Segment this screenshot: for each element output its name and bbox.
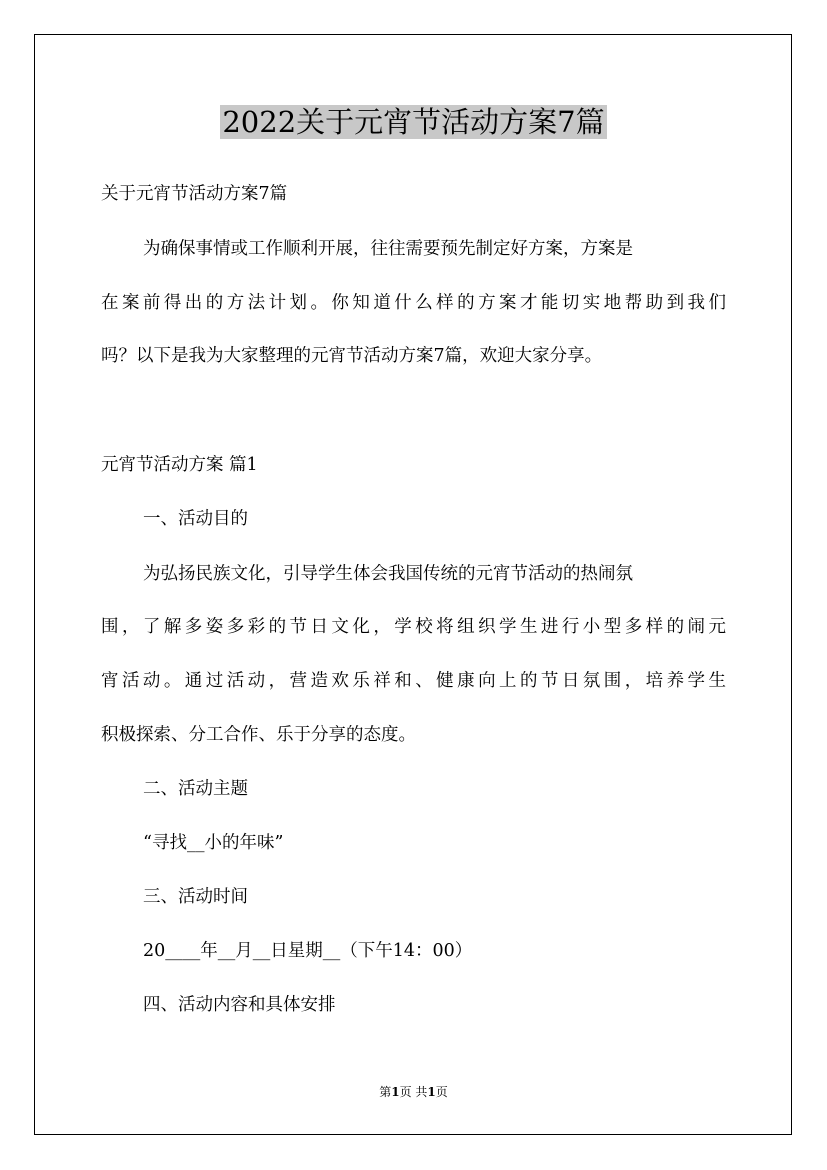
document-title — [0, 100, 827, 144]
document-title-text: 2022关于元宵节活动方案7篇 — [222, 105, 605, 139]
purpose-line-4: 积极探索、分工合作、乐于分享的态度。 — [101, 725, 416, 745]
document-subtitle: 关于元宵节活动方案7篇 — [101, 184, 288, 204]
purpose-heading: 一、活动目的 — [143, 509, 248, 529]
footer-total-pages: 1 — [427, 1085, 436, 1099]
purpose-line-2: 围，了解多姿多彩的节日文化，学校将组织学生进行小型多样的闹元 — [101, 617, 726, 637]
content-heading: 四、活动内容和具体安排 — [143, 995, 336, 1015]
purpose-line-3: 宵活动。通过活动，营造欢乐祥和、健康向上的节日氛围，培养学生 — [101, 671, 726, 691]
time-text: 20____年__月__日星期__（下午14：00） — [143, 941, 473, 961]
footer-mid: 页 共 — [399, 1085, 428, 1099]
page-footer — [0, 1084, 827, 1100]
time-heading: 三、活动时间 — [143, 887, 248, 907]
purpose-line-1: 为弘扬民族文化，引导学生体会我国传统的元宵节活动的热闹氛 — [143, 564, 633, 584]
intro-line-2: 在案前得出的方法计划。你知道什么样的方案才能切实地帮助到我们 — [101, 293, 726, 313]
theme-heading: 二、活动主题 — [143, 779, 248, 799]
intro-line-1: 为确保事情或工作顺利开展，往往需要预先制定好方案，方案是 — [143, 239, 633, 259]
section-heading: 元宵节活动方案 篇1 — [101, 455, 258, 475]
footer-page-number: 1 — [391, 1085, 400, 1099]
intro-line-3: 吗？以下是我为大家整理的元宵节活动方案7篇，欢迎大家分享。 — [101, 346, 603, 366]
footer-prefix: 第 — [379, 1085, 392, 1099]
footer-suffix: 页 — [435, 1085, 448, 1099]
theme-text: “寻找__小的年味” — [143, 833, 284, 853]
